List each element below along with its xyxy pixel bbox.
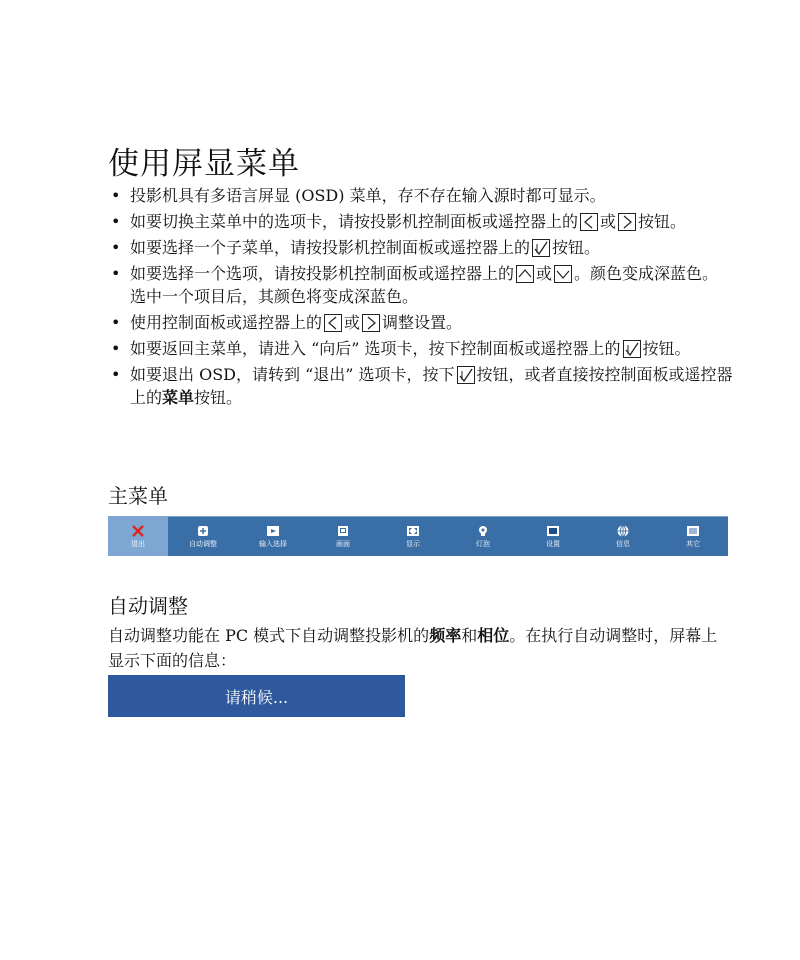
- tab-other[interactable]: 其它: [658, 517, 728, 556]
- please-wait-message-box: [108, 675, 405, 717]
- other-icon: [686, 525, 700, 537]
- auto-adjust-heading: 自动调整: [108, 594, 188, 618]
- tab-input-select[interactable]: 输入选择: [238, 517, 308, 556]
- tab-info[interactable]: 信息: [588, 517, 658, 556]
- up-arrow-key-icon: [516, 265, 534, 283]
- left-arrow-key-icon: [324, 314, 342, 332]
- instruction-list: [108, 184, 733, 412]
- please-wait-text: 请稍候...: [224, 687, 289, 707]
- list-item: • 如要返回主菜单，请进入 “向后” 选项卡，按下控制面板或遥控器上的 按钮。: [108, 337, 733, 360]
- right-arrow-key-icon: [362, 314, 380, 332]
- close-icon: [131, 525, 145, 537]
- picture-icon: [336, 525, 350, 537]
- enter-key-icon: [532, 239, 550, 257]
- list-item: • 如要切换主菜单中的选项卡，请按投影机控制面板或遥控器上的 或 按钮。: [108, 210, 733, 233]
- tab-auto-adjust[interactable]: 自动调整: [168, 517, 238, 556]
- tab-display[interactable]: 显示: [378, 517, 448, 556]
- tab-settings[interactable]: 设置: [518, 517, 588, 556]
- tab-lamp[interactable]: 灯泡: [448, 517, 518, 556]
- list-item: • 如要退出 OSD，请转到 “退出” 选项卡，按下 按钮，或者直接按控制面板或遥控器上的菜单按钮。: [108, 363, 733, 409]
- tab-exit[interactable]: 退出: [108, 517, 168, 556]
- left-arrow-key-icon: [580, 213, 598, 231]
- auto-adjust-description: 自动调整功能在 PC 模式下自动调整投影机的频率和相位。在执行自动调整时，屏幕上显示下面的信息：: [108, 626, 718, 670]
- right-arrow-key-icon: [618, 213, 636, 231]
- list-item: • 如要选择一个选项，请按投影机控制面板或遥控器上的 或 。颜色变成深蓝色。选中一个项目后，其颜色将变成深蓝色。: [108, 262, 733, 308]
- list-item: • 如要选择一个子菜单，请按投影机控制面板或遥控器上的 按钮。: [108, 236, 733, 259]
- page-title: 使用屏显菜单: [108, 146, 300, 182]
- info-icon: [616, 525, 630, 537]
- list-item: • 使用控制面板或遥控器上的 或 调整设置。: [108, 311, 733, 334]
- settings-icon: [546, 525, 560, 537]
- main-menu-heading: 主菜单: [108, 484, 168, 508]
- osd-main-menu-bar: [108, 516, 728, 556]
- auto-adjust-icon: [196, 525, 210, 537]
- list-item: • 投影机具有多语言屏显 (OSD) 菜单，存不存在输入源时都可显示。: [108, 184, 733, 207]
- input-select-icon: [266, 525, 280, 537]
- menu-key-label: 菜单: [162, 388, 195, 407]
- display-icon: [406, 525, 420, 537]
- tab-picture[interactable]: 画面: [308, 517, 378, 556]
- down-arrow-key-icon: [554, 265, 572, 283]
- lamp-icon: [476, 525, 490, 537]
- enter-key-icon: [457, 366, 475, 384]
- enter-key-icon: [623, 340, 641, 358]
